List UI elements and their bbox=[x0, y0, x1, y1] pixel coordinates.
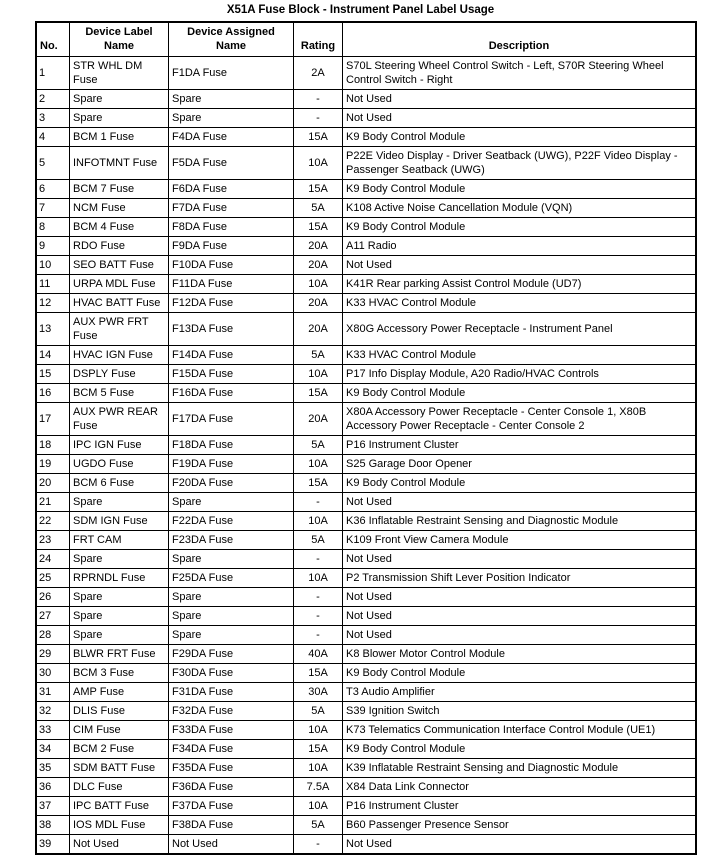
cell-device_assigned_name: Spare bbox=[169, 588, 294, 607]
table-row bbox=[36, 474, 696, 493]
table-row bbox=[36, 403, 696, 436]
cell-no: 19 bbox=[36, 455, 70, 474]
cell-device_label_name: Spare bbox=[70, 607, 169, 626]
cell-description: Not Used bbox=[343, 835, 697, 855]
cell-rating: 2A bbox=[294, 57, 343, 90]
cell-device_assigned_name: F10DA Fuse bbox=[169, 256, 294, 275]
table-row bbox=[36, 365, 696, 384]
cell-no: 16 bbox=[36, 384, 70, 403]
cell-no: 25 bbox=[36, 569, 70, 588]
table-row bbox=[36, 109, 696, 128]
table-row bbox=[36, 550, 696, 569]
cell-rating: 5A bbox=[294, 702, 343, 721]
cell-device_label_name: IPC BATT Fuse bbox=[70, 797, 169, 816]
cell-device_label_name: DSPLY Fuse bbox=[70, 365, 169, 384]
cell-rating: 20A bbox=[294, 403, 343, 436]
cell-description: K9 Body Control Module bbox=[343, 218, 697, 237]
cell-device_assigned_name: F31DA Fuse bbox=[169, 683, 294, 702]
table-row bbox=[36, 645, 696, 664]
cell-device_assigned_name: F25DA Fuse bbox=[169, 569, 294, 588]
cell-device_assigned_name: F33DA Fuse bbox=[169, 721, 294, 740]
cell-rating: 15A bbox=[294, 384, 343, 403]
cell-rating: 20A bbox=[294, 313, 343, 346]
cell-rating: 15A bbox=[294, 664, 343, 683]
table-row bbox=[36, 569, 696, 588]
cell-device_label_name: SDM BATT Fuse bbox=[70, 759, 169, 778]
cell-device_assigned_name: F7DA Fuse bbox=[169, 199, 294, 218]
cell-device_assigned_name: F14DA Fuse bbox=[169, 346, 294, 365]
cell-device_assigned_name: F15DA Fuse bbox=[169, 365, 294, 384]
table-row bbox=[36, 797, 696, 816]
cell-device_label_name: SDM IGN Fuse bbox=[70, 512, 169, 531]
cell-no: 15 bbox=[36, 365, 70, 384]
cell-rating: 20A bbox=[294, 256, 343, 275]
cell-rating: 10A bbox=[294, 797, 343, 816]
cell-device_label_name: RPRNDL Fuse bbox=[70, 569, 169, 588]
cell-rating: 15A bbox=[294, 218, 343, 237]
cell-no: 10 bbox=[36, 256, 70, 275]
cell-description: K8 Blower Motor Control Module bbox=[343, 645, 697, 664]
cell-no: 26 bbox=[36, 588, 70, 607]
cell-no: 29 bbox=[36, 645, 70, 664]
cell-rating: 5A bbox=[294, 436, 343, 455]
cell-rating: - bbox=[294, 835, 343, 855]
cell-device_label_name: HVAC BATT Fuse bbox=[70, 294, 169, 313]
cell-rating: 15A bbox=[294, 180, 343, 199]
cell-no: 14 bbox=[36, 346, 70, 365]
cell-device_label_name: UGDO Fuse bbox=[70, 455, 169, 474]
cell-device_label_name: Spare bbox=[70, 588, 169, 607]
cell-device_label_name: Spare bbox=[70, 493, 169, 512]
cell-description: K36 Inflatable Restraint Sensing and Diagnostic Module bbox=[343, 512, 697, 531]
cell-device_label_name: Spare bbox=[70, 626, 169, 645]
cell-description: S70L Steering Wheel Control Switch - Left, S70R Steering Wheel Control Switch - Right bbox=[343, 57, 697, 90]
cell-description: Not Used bbox=[343, 109, 697, 128]
cell-no: 21 bbox=[36, 493, 70, 512]
cell-description: P17 Info Display Module, A20 Radio/HVAC Controls bbox=[343, 365, 697, 384]
cell-description: P2 Transmission Shift Lever Position Indicator bbox=[343, 569, 697, 588]
cell-device_label_name: IPC IGN Fuse bbox=[70, 436, 169, 455]
cell-device_label_name: Not Used bbox=[70, 835, 169, 855]
cell-no: 39 bbox=[36, 835, 70, 855]
table-row bbox=[36, 313, 696, 346]
cell-no: 11 bbox=[36, 275, 70, 294]
cell-no: 12 bbox=[36, 294, 70, 313]
cell-no: 37 bbox=[36, 797, 70, 816]
cell-device_label_name: AUX PWR REAR Fuse bbox=[70, 403, 169, 436]
cell-no: 24 bbox=[36, 550, 70, 569]
cell-device_label_name: AUX PWR FRT Fuse bbox=[70, 313, 169, 346]
table-row bbox=[36, 512, 696, 531]
cell-device_label_name: INFOTMNT Fuse bbox=[70, 147, 169, 180]
cell-no: 28 bbox=[36, 626, 70, 645]
cell-no: 4 bbox=[36, 128, 70, 147]
table-row bbox=[36, 199, 696, 218]
cell-device_assigned_name: Spare bbox=[169, 109, 294, 128]
cell-description: K33 HVAC Control Module bbox=[343, 294, 697, 313]
cell-description: P16 Instrument Cluster bbox=[343, 797, 697, 816]
table-row bbox=[36, 664, 696, 683]
cell-rating: 10A bbox=[294, 759, 343, 778]
cell-rating: 15A bbox=[294, 740, 343, 759]
table-row bbox=[36, 455, 696, 474]
table-row bbox=[36, 57, 696, 90]
cell-device_label_name: FRT CAM bbox=[70, 531, 169, 550]
table-row bbox=[36, 90, 696, 109]
cell-device_assigned_name: Spare bbox=[169, 90, 294, 109]
table-row bbox=[36, 588, 696, 607]
table-row bbox=[36, 816, 696, 835]
cell-description: K41R Rear parking Assist Control Module (UD7) bbox=[343, 275, 697, 294]
cell-device_assigned_name: F12DA Fuse bbox=[169, 294, 294, 313]
cell-device_label_name: DLIS Fuse bbox=[70, 702, 169, 721]
column-header-device_assigned_name: Device Assigned Name bbox=[169, 22, 294, 57]
table-row bbox=[36, 740, 696, 759]
cell-rating: 20A bbox=[294, 294, 343, 313]
cell-device_assigned_name: F6DA Fuse bbox=[169, 180, 294, 199]
cell-description: K39 Inflatable Restraint Sensing and Diagnostic Module bbox=[343, 759, 697, 778]
table-body bbox=[36, 57, 696, 855]
cell-description: K9 Body Control Module bbox=[343, 740, 697, 759]
cell-no: 17 bbox=[36, 403, 70, 436]
cell-device_assigned_name: Spare bbox=[169, 607, 294, 626]
cell-no: 20 bbox=[36, 474, 70, 493]
cell-no: 34 bbox=[36, 740, 70, 759]
table-row bbox=[36, 294, 696, 313]
cell-device_label_name: BLWR FRT Fuse bbox=[70, 645, 169, 664]
cell-rating: 10A bbox=[294, 275, 343, 294]
cell-device_assigned_name: F19DA Fuse bbox=[169, 455, 294, 474]
cell-no: 36 bbox=[36, 778, 70, 797]
cell-device_assigned_name: F37DA Fuse bbox=[169, 797, 294, 816]
cell-rating: 15A bbox=[294, 474, 343, 493]
cell-no: 33 bbox=[36, 721, 70, 740]
cell-device_label_name: DLC Fuse bbox=[70, 778, 169, 797]
cell-device_assigned_name: F38DA Fuse bbox=[169, 816, 294, 835]
table-row bbox=[36, 683, 696, 702]
cell-no: 6 bbox=[36, 180, 70, 199]
cell-device_assigned_name: F23DA Fuse bbox=[169, 531, 294, 550]
cell-rating: 5A bbox=[294, 816, 343, 835]
cell-description: K33 HVAC Control Module bbox=[343, 346, 697, 365]
cell-device_label_name: Spare bbox=[70, 550, 169, 569]
cell-description: K109 Front View Camera Module bbox=[343, 531, 697, 550]
table-row bbox=[36, 180, 696, 199]
cell-device_label_name: BCM 6 Fuse bbox=[70, 474, 169, 493]
cell-no: 2 bbox=[36, 90, 70, 109]
cell-device_assigned_name: F32DA Fuse bbox=[169, 702, 294, 721]
table-row bbox=[36, 256, 696, 275]
cell-description: X84 Data Link Connector bbox=[343, 778, 697, 797]
cell-no: 31 bbox=[36, 683, 70, 702]
cell-rating: 5A bbox=[294, 199, 343, 218]
cell-no: 38 bbox=[36, 816, 70, 835]
table-row bbox=[36, 493, 696, 512]
cell-rating: - bbox=[294, 588, 343, 607]
cell-device_assigned_name: F1DA Fuse bbox=[169, 57, 294, 90]
cell-description: K9 Body Control Module bbox=[343, 474, 697, 493]
cell-device_label_name: SEO BATT Fuse bbox=[70, 256, 169, 275]
cell-rating: 10A bbox=[294, 512, 343, 531]
cell-description: Not Used bbox=[343, 90, 697, 109]
cell-description: K9 Body Control Module bbox=[343, 664, 697, 683]
cell-rating: - bbox=[294, 109, 343, 128]
cell-rating: 5A bbox=[294, 531, 343, 550]
cell-device_label_name: NCM Fuse bbox=[70, 199, 169, 218]
column-header-no: No. bbox=[36, 22, 70, 57]
cell-device_assigned_name: F18DA Fuse bbox=[169, 436, 294, 455]
table-row bbox=[36, 778, 696, 797]
cell-description: Not Used bbox=[343, 493, 697, 512]
cell-description: Not Used bbox=[343, 550, 697, 569]
cell-rating: - bbox=[294, 607, 343, 626]
cell-device_assigned_name: Spare bbox=[169, 493, 294, 512]
cell-rating: - bbox=[294, 90, 343, 109]
cell-device_label_name: IOS MDL Fuse bbox=[70, 816, 169, 835]
cell-description: K9 Body Control Module bbox=[343, 384, 697, 403]
cell-description: Not Used bbox=[343, 256, 697, 275]
cell-description: X80G Accessory Power Receptacle - Instrument Panel bbox=[343, 313, 697, 346]
cell-device_label_name: BCM 1 Fuse bbox=[70, 128, 169, 147]
table-header-row bbox=[36, 22, 696, 57]
column-header-description: Description bbox=[343, 22, 697, 57]
cell-no: 30 bbox=[36, 664, 70, 683]
table-row bbox=[36, 721, 696, 740]
cell-rating: 7.5A bbox=[294, 778, 343, 797]
cell-rating: - bbox=[294, 493, 343, 512]
cell-device_assigned_name: F9DA Fuse bbox=[169, 237, 294, 256]
table-row bbox=[36, 384, 696, 403]
cell-no: 18 bbox=[36, 436, 70, 455]
cell-no: 8 bbox=[36, 218, 70, 237]
table-row bbox=[36, 607, 696, 626]
cell-description: X80A Accessory Power Receptacle - Center Console 1, X80B Accessory Power Receptacle - Center Console 2 bbox=[343, 403, 697, 436]
cell-device_assigned_name: F20DA Fuse bbox=[169, 474, 294, 493]
cell-no: 3 bbox=[36, 109, 70, 128]
cell-no: 23 bbox=[36, 531, 70, 550]
table-row bbox=[36, 759, 696, 778]
cell-device_assigned_name: F22DA Fuse bbox=[169, 512, 294, 531]
cell-device_assigned_name: Spare bbox=[169, 550, 294, 569]
cell-no: 1 bbox=[36, 57, 70, 90]
cell-device_label_name: BCM 2 Fuse bbox=[70, 740, 169, 759]
cell-device_label_name: BCM 5 Fuse bbox=[70, 384, 169, 403]
table-row bbox=[36, 702, 696, 721]
cell-device_assigned_name: F8DA Fuse bbox=[169, 218, 294, 237]
cell-rating: 20A bbox=[294, 237, 343, 256]
cell-device_label_name: HVAC IGN Fuse bbox=[70, 346, 169, 365]
cell-no: 5 bbox=[36, 147, 70, 180]
cell-device_assigned_name: F16DA Fuse bbox=[169, 384, 294, 403]
cell-device_label_name: AMP Fuse bbox=[70, 683, 169, 702]
cell-no: 35 bbox=[36, 759, 70, 778]
cell-description: S25 Garage Door Opener bbox=[343, 455, 697, 474]
cell-device_assigned_name: F29DA Fuse bbox=[169, 645, 294, 664]
cell-device_assigned_name: F13DA Fuse bbox=[169, 313, 294, 346]
cell-device_assigned_name: F35DA Fuse bbox=[169, 759, 294, 778]
table-row bbox=[36, 237, 696, 256]
cell-description: T3 Audio Amplifier bbox=[343, 683, 697, 702]
cell-rating: 10A bbox=[294, 147, 343, 180]
cell-description: Not Used bbox=[343, 588, 697, 607]
cell-device_label_name: Spare bbox=[70, 109, 169, 128]
column-header-rating: Rating bbox=[294, 22, 343, 57]
table-row bbox=[36, 835, 696, 855]
cell-rating: 30A bbox=[294, 683, 343, 702]
cell-description: B60 Passenger Presence Sensor bbox=[343, 816, 697, 835]
page-title: X51A Fuse Block - Instrument Panel Label Usage bbox=[226, 4, 495, 16]
cell-device_assigned_name: Not Used bbox=[169, 835, 294, 855]
cell-device_assigned_name: F4DA Fuse bbox=[169, 128, 294, 147]
cell-no: 13 bbox=[36, 313, 70, 346]
table-row bbox=[36, 346, 696, 365]
cell-rating: 10A bbox=[294, 365, 343, 384]
cell-device_assigned_name: F5DA Fuse bbox=[169, 147, 294, 180]
table-row bbox=[36, 436, 696, 455]
cell-no: 32 bbox=[36, 702, 70, 721]
cell-device_label_name: URPA MDL Fuse bbox=[70, 275, 169, 294]
cell-device_assigned_name: F30DA Fuse bbox=[169, 664, 294, 683]
cell-description: Not Used bbox=[343, 626, 697, 645]
cell-rating: 5A bbox=[294, 346, 343, 365]
cell-no: 7 bbox=[36, 199, 70, 218]
cell-description: Not Used bbox=[343, 607, 697, 626]
cell-description: P22E Video Display - Driver Seatback (UWG), P22F Video Display - Passenger Seatback (UWG) bbox=[343, 147, 697, 180]
cell-device_assigned_name: F36DA Fuse bbox=[169, 778, 294, 797]
cell-description: A11 Radio bbox=[343, 237, 697, 256]
cell-rating: 10A bbox=[294, 569, 343, 588]
cell-rating: - bbox=[294, 626, 343, 645]
cell-device_assigned_name: Spare bbox=[169, 626, 294, 645]
cell-device_label_name: STR WHL DM Fuse bbox=[70, 57, 169, 90]
cell-description: K73 Telematics Communication Interface Control Module (UE1) bbox=[343, 721, 697, 740]
cell-no: 9 bbox=[36, 237, 70, 256]
cell-rating: 40A bbox=[294, 645, 343, 664]
cell-device_label_name: CIM Fuse bbox=[70, 721, 169, 740]
cell-rating: 15A bbox=[294, 128, 343, 147]
cell-device_assigned_name: F11DA Fuse bbox=[169, 275, 294, 294]
cell-rating: 10A bbox=[294, 455, 343, 474]
cell-no: 27 bbox=[36, 607, 70, 626]
cell-description: K9 Body Control Module bbox=[343, 128, 697, 147]
table-row bbox=[36, 531, 696, 550]
cell-device_label_name: BCM 7 Fuse bbox=[70, 180, 169, 199]
table-row bbox=[36, 275, 696, 294]
table-row bbox=[36, 626, 696, 645]
cell-description: P16 Instrument Cluster bbox=[343, 436, 697, 455]
cell-device_assigned_name: F17DA Fuse bbox=[169, 403, 294, 436]
table-row bbox=[36, 218, 696, 237]
cell-no: 22 bbox=[36, 512, 70, 531]
cell-rating: 10A bbox=[294, 721, 343, 740]
fuse-block-table bbox=[35, 21, 697, 855]
table-row bbox=[36, 147, 696, 180]
cell-rating: - bbox=[294, 550, 343, 569]
cell-device_label_name: BCM 3 Fuse bbox=[70, 664, 169, 683]
cell-device_label_name: Spare bbox=[70, 90, 169, 109]
table-head bbox=[36, 22, 696, 57]
cell-description: S39 Ignition Switch bbox=[343, 702, 697, 721]
cell-device_label_name: RDO Fuse bbox=[70, 237, 169, 256]
table-row bbox=[36, 128, 696, 147]
cell-device_label_name: BCM 4 Fuse bbox=[70, 218, 169, 237]
cell-device_assigned_name: F34DA Fuse bbox=[169, 740, 294, 759]
cell-description: K108 Active Noise Cancellation Module (VQN) bbox=[343, 199, 697, 218]
column-header-device_label_name: Device Label Name bbox=[70, 22, 169, 57]
cell-description: K9 Body Control Module bbox=[343, 180, 697, 199]
